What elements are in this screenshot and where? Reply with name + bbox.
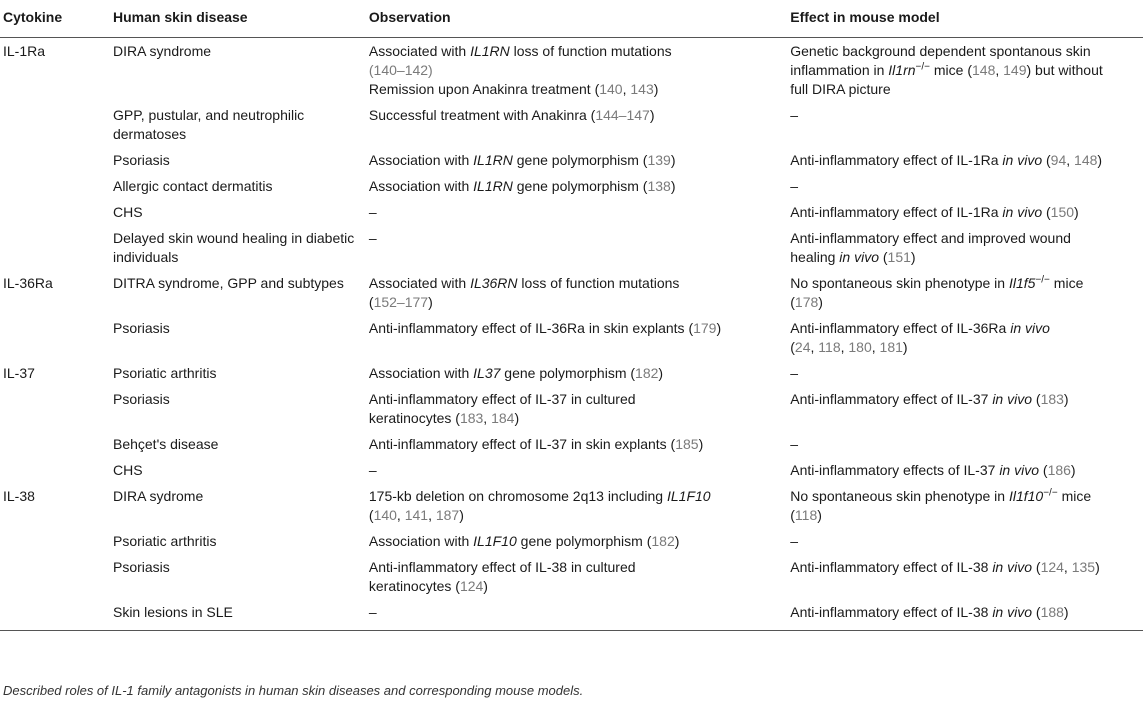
cell-disease: Psoriatic arthritis bbox=[112, 365, 217, 381]
cell-observation: – bbox=[365, 599, 786, 631]
cell-observation: Associated with IL1RN loss of function mutations (140–142) Remission upon Anakinra treatment (140, 143) bbox=[368, 43, 672, 97]
cell-observation: Anti-inflammatory effect of IL-37 in skin explants (185) bbox=[368, 436, 704, 452]
cell-observation: Association with IL37 gene polymorphism (182) bbox=[368, 365, 664, 381]
cell-disease: Psoriasis bbox=[112, 152, 170, 168]
cell-disease: DIRA sydrome bbox=[112, 488, 204, 504]
reference-link[interactable]: 181 bbox=[879, 339, 903, 355]
cell-cytokine bbox=[0, 599, 109, 631]
header-cytokine: Cytokine bbox=[0, 0, 109, 38]
reference-link[interactable]: 186 bbox=[1047, 462, 1071, 478]
cell-cytokine bbox=[0, 386, 109, 431]
cell-disease: DIRA syndrome bbox=[112, 43, 212, 59]
reference-link[interactable]: (140–142) bbox=[368, 62, 433, 78]
reference-link[interactable]: 135 bbox=[1071, 559, 1096, 575]
cell-observation: Association with IL1F10 gene polymorphism (182) bbox=[368, 533, 680, 549]
table-row bbox=[0, 173, 1143, 199]
cell-cytokine bbox=[0, 173, 109, 199]
table-row bbox=[0, 457, 1143, 483]
cell-mouse-model: Anti-inflammatory effect of IL-36Ra in vivo (24, 118, 180, 181) bbox=[790, 320, 1050, 355]
cell-disease: Skin lesions in SLE bbox=[109, 599, 365, 631]
cell-cytokine bbox=[0, 102, 109, 147]
cell-observation: Anti-inflammatory effect of IL-37 in cultured keratinocytes (183, 184) bbox=[368, 391, 636, 426]
reference-link[interactable]: 182 bbox=[635, 365, 659, 381]
cell-cytokine bbox=[0, 147, 109, 173]
table-row bbox=[0, 199, 1143, 225]
table-row bbox=[0, 225, 1143, 270]
table-row bbox=[0, 270, 1143, 315]
reference-link[interactable]: 143 bbox=[630, 81, 654, 97]
reference-link[interactable]: 185 bbox=[675, 436, 699, 452]
cell-cytokine bbox=[0, 199, 109, 225]
cell-mouse-model: – bbox=[790, 107, 799, 123]
header-observation: Observation bbox=[365, 0, 786, 38]
reference-link[interactable]: 148 bbox=[1074, 152, 1098, 168]
cell-observation: 175-kb deletion on chromosome 2q13 including IL1F10 (140, 141, 187) bbox=[368, 488, 711, 523]
table-row bbox=[0, 431, 1143, 457]
table-row bbox=[0, 147, 1143, 173]
cell-cytokine: IL-37 bbox=[3, 365, 35, 381]
reference-link[interactable]: 152–177 bbox=[373, 294, 429, 310]
cell-mouse-model: – bbox=[790, 533, 799, 549]
cell-observation: Association with IL1RN gene polymorphism (138) bbox=[368, 178, 676, 194]
reference-link[interactable]: 118 bbox=[794, 507, 818, 523]
reference-link[interactable]: 179 bbox=[693, 320, 717, 336]
cell-cytokine: IL-1Ra bbox=[3, 43, 46, 59]
cell-cytokine bbox=[0, 457, 109, 483]
cell-mouse-model: Genetic background dependent spontanous skin inflammation in Il1rn−/− mice (148, 149) but without full DIRA picture bbox=[790, 43, 1103, 97]
reference-link[interactable]: 141 bbox=[404, 507, 429, 523]
table-caption: Described roles of IL-1 family antagonists in human skin diseases and corresponding mouse models. bbox=[3, 683, 584, 698]
cell-mouse-model: No spontaneous skin phenotype in Il1f5−/− mice (178) bbox=[790, 274, 1084, 310]
cell-mouse-model: Anti-inflammatory effect and improved wound healing in vivo (151) bbox=[790, 230, 1071, 265]
reference-link[interactable]: 94 bbox=[1050, 152, 1067, 168]
reference-link[interactable]: 138 bbox=[647, 178, 671, 194]
cell-observation: Association with IL1RN gene polymorphism (139) bbox=[368, 152, 676, 168]
reference-link[interactable]: 180 bbox=[848, 339, 872, 355]
table-row bbox=[0, 360, 1143, 386]
cell-disease: Allergic contact dermatitis bbox=[112, 178, 273, 194]
reference-link[interactable]: 24 bbox=[794, 339, 811, 355]
cell-disease: Behçet's disease bbox=[112, 436, 219, 452]
cell-mouse-model: Anti-inflammatory effect of IL-38 in vivo (188) bbox=[786, 599, 1143, 631]
cell-disease: CHS bbox=[112, 462, 143, 478]
cell-observation: Associated with IL36RN loss of function mutations (152–177) bbox=[368, 275, 680, 310]
reference-link[interactable]: 118 bbox=[818, 339, 841, 355]
cell-mouse-model: Anti-inflammatory effect of IL-37 in vivo (183) bbox=[790, 391, 1069, 407]
reference-link[interactable]: 183 bbox=[1040, 391, 1064, 407]
cell-mouse-model: Anti-inflammatory effects of IL-37 in vivo (186) bbox=[790, 462, 1076, 478]
cell-observation: Anti-inflammatory effect of IL-38 in cultured keratinocytes (124) bbox=[368, 559, 636, 594]
cell-cytokine bbox=[0, 528, 109, 554]
cell-disease: Psoriatic arthritis bbox=[112, 533, 217, 549]
cell-disease: Psoriasis bbox=[112, 559, 170, 575]
reference-link[interactable]: 124 bbox=[459, 578, 484, 594]
cell-cytokine bbox=[0, 315, 109, 360]
reference-link[interactable]: 124 bbox=[1040, 559, 1064, 575]
cell-mouse-model: – bbox=[790, 178, 799, 194]
table-row bbox=[0, 102, 1143, 147]
table-row bbox=[0, 483, 1143, 528]
reference-link[interactable]: 139 bbox=[647, 152, 671, 168]
cell-observation: – bbox=[368, 230, 377, 246]
table-row bbox=[0, 599, 1143, 631]
reference-link[interactable]: 151 bbox=[887, 249, 911, 265]
cell-observation: – bbox=[368, 462, 377, 478]
reference-link[interactable]: 149 bbox=[1003, 62, 1027, 78]
reference-link[interactable]: 140 bbox=[599, 81, 623, 97]
cell-disease: Psoriasis bbox=[112, 320, 170, 336]
reference-link[interactable]: 144–147 bbox=[595, 107, 650, 123]
cell-observation: Successful treatment with Anakinra (144–147) bbox=[368, 107, 655, 123]
table-row bbox=[0, 38, 1143, 103]
header-row bbox=[0, 0, 1143, 38]
table-row bbox=[0, 528, 1143, 554]
reference-link[interactable]: 183 bbox=[459, 410, 484, 426]
table-row bbox=[0, 315, 1143, 360]
cell-mouse-model: No spontaneous skin phenotype in Il1f10−/− mice (118) bbox=[790, 487, 1092, 523]
reference-link[interactable]: 184 bbox=[491, 410, 515, 426]
header-mouse-model: Effect in mouse model bbox=[786, 0, 1143, 38]
cell-disease: Psoriasis bbox=[112, 391, 170, 407]
cell-cytokine bbox=[0, 554, 109, 599]
table-row bbox=[0, 386, 1143, 431]
cell-cytokine: IL-36Ra bbox=[3, 275, 53, 291]
cell-cytokine bbox=[0, 225, 109, 270]
cell-mouse-model: Anti-inflammatory effect of IL-1Ra in vivo (150) bbox=[790, 204, 1079, 220]
cell-cytokine bbox=[0, 431, 109, 457]
cell-disease: GPP, pustular, and neutrophilic dermatoses bbox=[112, 107, 305, 142]
cell-mouse-model: Anti-inflammatory effect of IL-1Ra in vivo (94, 148) bbox=[790, 152, 1103, 168]
cell-disease: Delayed skin wound healing in diabetic individuals bbox=[112, 230, 355, 265]
reference-link[interactable]: 182 bbox=[651, 533, 675, 549]
cell-cytokine: IL-38 bbox=[3, 488, 35, 504]
cell-observation: – bbox=[368, 204, 377, 220]
reference-link[interactable]: 188 bbox=[1040, 604, 1064, 620]
cell-disease: CHS bbox=[112, 204, 143, 220]
cell-mouse-model: – bbox=[790, 365, 799, 381]
reference-link[interactable]: 178 bbox=[794, 294, 819, 310]
cell-disease: DITRA syndrome, GPP and subtypes bbox=[112, 275, 344, 291]
cell-mouse-model: Anti-inflammatory effect of IL-38 in vivo (124, 135) bbox=[790, 559, 1100, 575]
header-disease: Human skin disease bbox=[109, 0, 365, 38]
reference-link[interactable]: 140 bbox=[373, 507, 397, 523]
reference-link[interactable]: 148 bbox=[972, 62, 996, 78]
table-body bbox=[0, 38, 1143, 631]
reference-link[interactable]: 187 bbox=[435, 507, 460, 523]
cell-mouse-model: – bbox=[790, 436, 799, 452]
reference-link[interactable]: 150 bbox=[1050, 204, 1075, 220]
cell-observation: Anti-inflammatory effect of IL-36Ra in skin explants (179) bbox=[368, 320, 722, 336]
table-row bbox=[0, 554, 1143, 599]
